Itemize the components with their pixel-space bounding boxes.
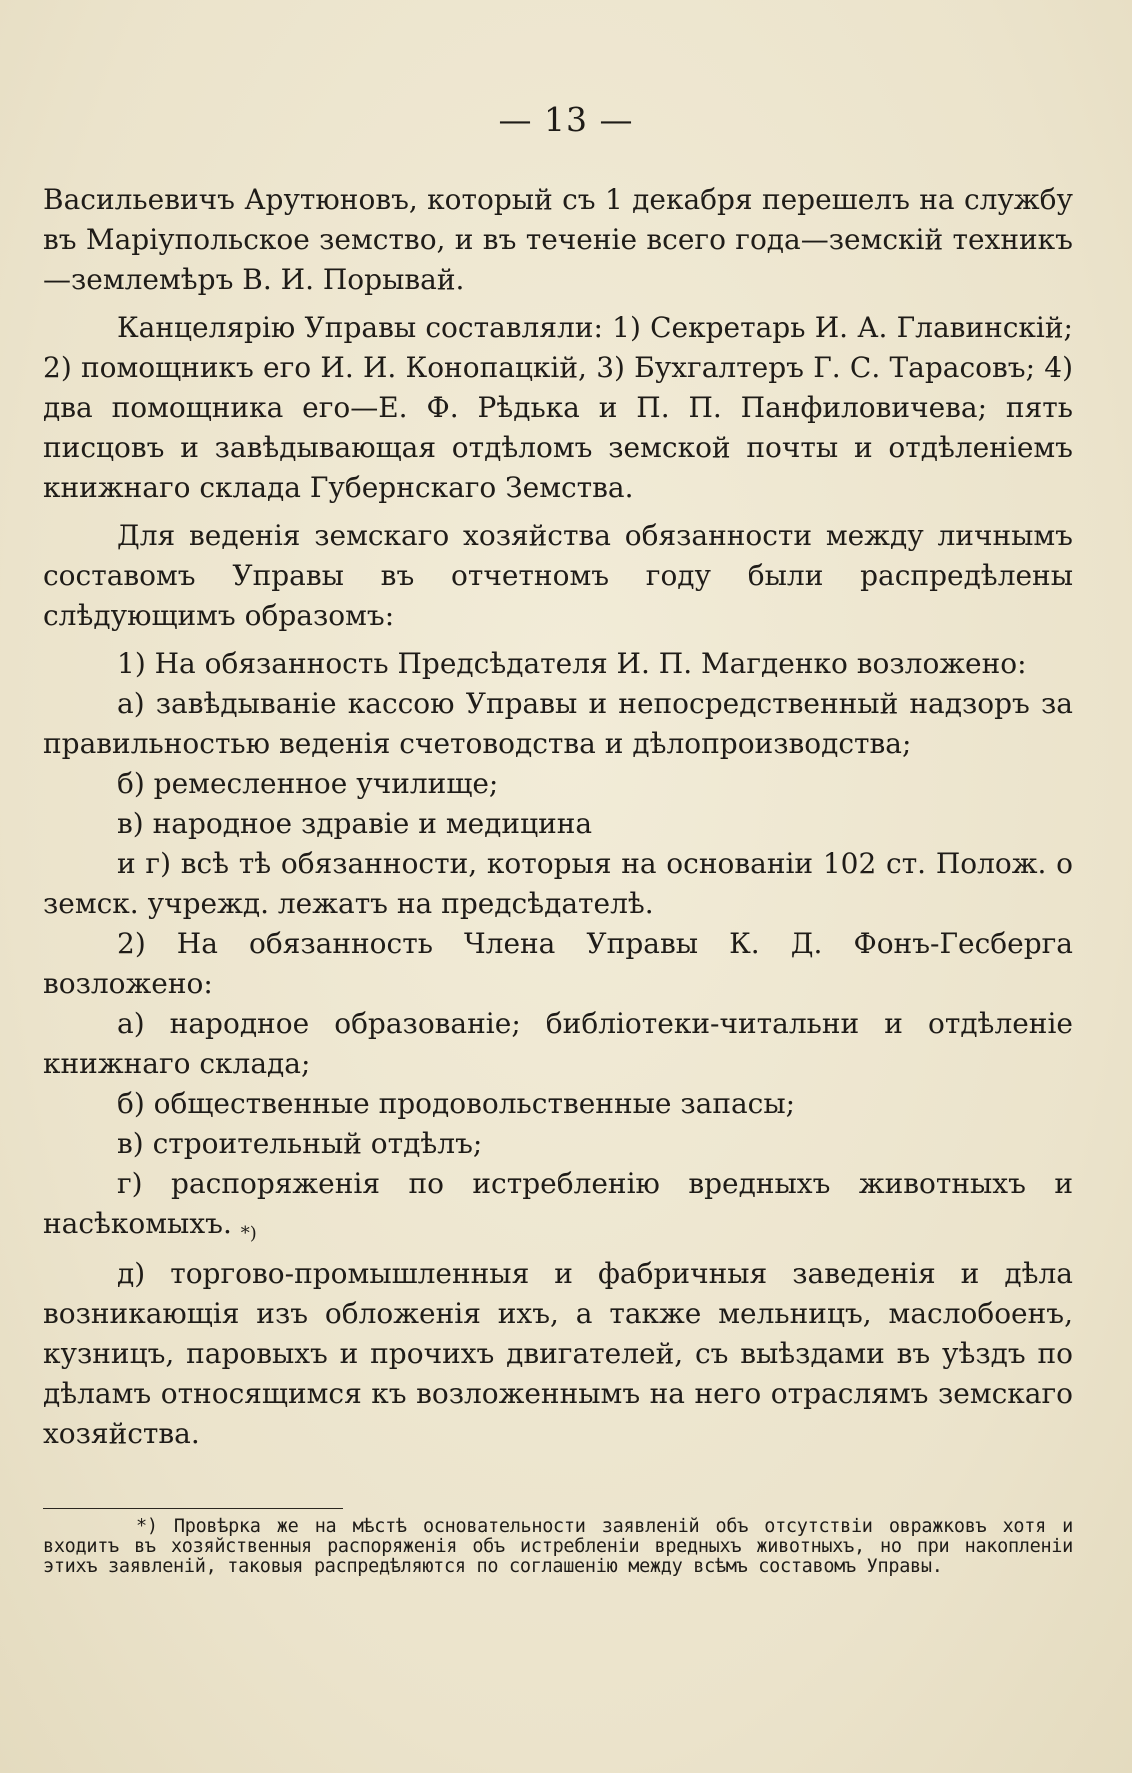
list-item-chairman-b: б) ремесленное училище;: [117, 767, 499, 800]
paragraph-member-duties: 2) На обязанность Члена Управы К. Д. Фонъ-Гесберга возложено:: [43, 927, 1073, 1000]
footnote-marker[interactable]: *): [240, 1223, 257, 1244]
paragraph-duties-intro: Для веденія земскаго хозяйства обязанности между личнымъ составомъ Управы въ отчетномъ году были распредѣлены слѣдующимъ образомъ:: [43, 519, 1073, 632]
footnote: *) Провѣрка же на мѣстѣ основательности заявленій объ отсутствіи овражковъ хотя и входитъ въ хозяйственныя распоряженія объ истребленіи вредныхъ животныхъ, но при накопленіи этихъ заявленій, таковыя распредѣляются по соглашенію между всѣмъ составомъ Управы.: [43, 1516, 1073, 1577]
list-item-member-a: а) народное образованіе; библіотеки-читальни и отдѣленіе книжнаго склада;: [43, 1007, 1073, 1080]
page-number: — 13 —: [498, 100, 634, 139]
paragraph-chancellery: Канцелярію Управы составляли: 1) Секретарь И. А. Главинскій; 2) помощникъ его И. И. Конопацкій, 3) Бухгалтеръ Г. С. Тарасовъ; 4) два помощника его—Е. Ф. Рѣдька и П. П. Панфиловичева; пять писцовъ и завѣдывающая отдѣломъ земской почты и отдѣленіемъ книжнаго склада Губернскаго Земства.: [43, 311, 1073, 504]
paragraph-chairman-duties: 1) На обязанность Предсѣдателя И. П. Магденко возложено:: [117, 647, 1027, 680]
list-item-member-b: б) общественные продовольственные запасы;: [117, 1087, 796, 1120]
footnote-divider: [43, 1508, 343, 1509]
list-item-chairman-g: и г) всѣ тѣ обязанности, которыя на основаніи 102 ст. Полож. о земск. учрежд. лежатъ на предсѣдателѣ.: [43, 847, 1073, 920]
list-item-member-d: д) торгово-промышленныя и фабричныя заведенія и дѣла возникающія изъ обложенія ихъ, а также мельницъ, маслобоенъ, кузницъ, паровыхъ и прочихъ двигателей, съ выѣздами въ уѣздъ по дѣламъ относящимся къ возложеннымъ на него отраслямъ земскаго хозяйства.: [43, 1257, 1073, 1450]
list-item-member-g: [43, 1164, 1073, 1254]
list-item-chairman-a: а) завѣдываніе кассою Управы и непосредственный надзоръ за правильностью веденія счетоводства и дѣлопроизводства;: [43, 687, 1073, 760]
body-text: [43, 180, 1073, 1454]
list-item-member-v: в) строительный отдѣлъ;: [117, 1127, 483, 1160]
list-item-chairman-v: в) народное здравіе и медицина: [117, 807, 593, 840]
list-item-member-g-text: г) распоряженія по истребленію вредныхъ животныхъ и насѣкомыхъ.: [43, 1167, 1073, 1240]
paragraph-staff-continued: Васильевичъ Арутюновъ, который съ 1 декабря перешелъ на службу въ Маріупольское земство, и въ теченіе всего года—земскій техникъ—землемѣръ В. И. Порывай.: [43, 183, 1073, 296]
